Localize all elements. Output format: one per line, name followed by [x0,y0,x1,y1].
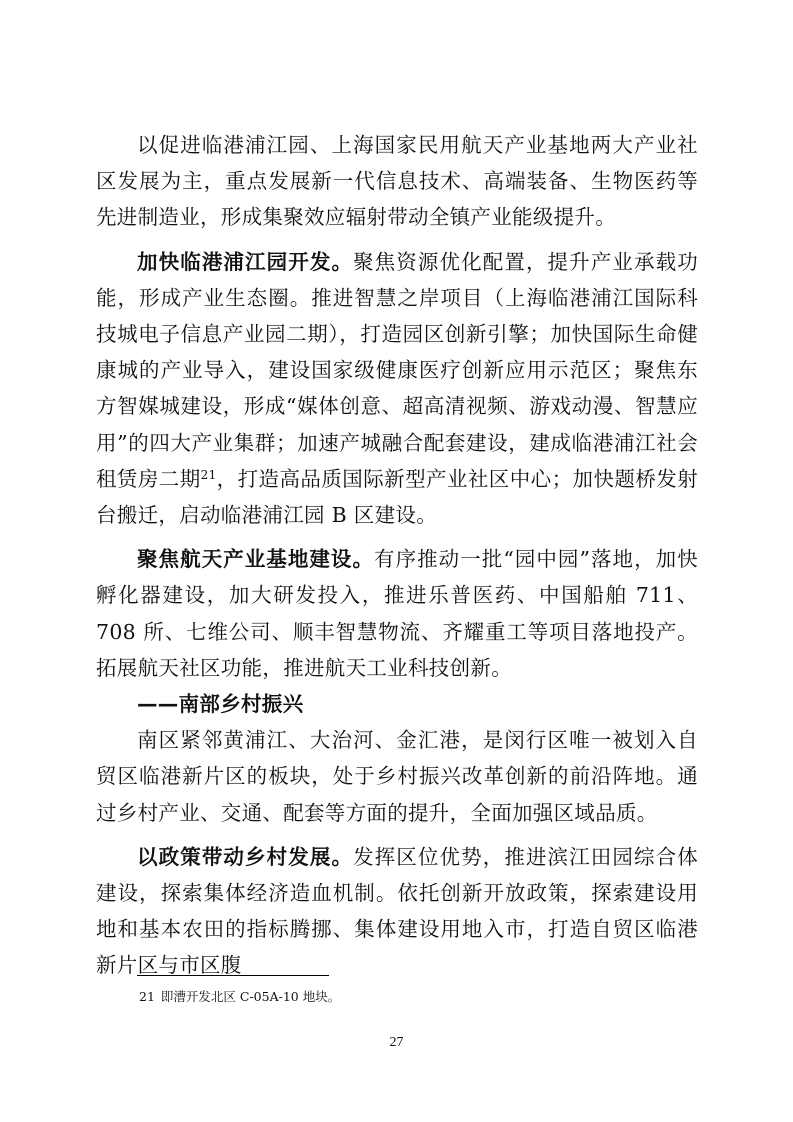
paragraph-aerospace-base-text: 有序推动一批“园中园”落地，加快孵化器建设，加大研发投入，推进乐普医药、中国船舶 711、708 所、七维公司、顺丰智慧物流、齐耀重工等项目落地投产。拓展航天社区功能，推进航天工业科技创新。 [96,547,698,680]
lead-policy-rural: 以政策带动乡村发展。 [137,844,354,869]
paragraph-intro-text: 以促进临港浦江园、上海国家民用航天产业基地两大产业社区发展为主，重点发展新一代信息技术、高端装备、生物医药等先进制造业，形成集聚效应辐射带动全镇产业能级提升。 [96,133,698,230]
footnote-number: 21 [139,989,155,1004]
paragraph-policy-rural [96,839,698,984]
page-number: 27 [389,1035,404,1050]
footnote-text: 即漕开发北区 C-05A-10 地块。 [160,989,341,1004]
paragraph-lingang-pujiang-text-a: 聚焦资源优化配置，提升产业承载功能，形成产业生态圈。推进智慧之岸项目（上海临港浦江国际科技城电子信息产业园二期），打造园区创新引擎；加快国际生命健康城的产业导入，建设国家级健康医疗创新应用示范区；聚焦东方智媒城建设，形成“媒体创意、超高清视频、游戏动漫、智慧应用”的四大产业集群；加速产城融合配套建设，建成临港浦江社会租赁房二期 [96,249,698,491]
lead-aerospace-base: 聚焦航天产业基地建设。 [137,547,375,572]
body-text [96,127,698,984]
paragraph-lingang-pujiang [96,244,698,534]
footnote-21 [139,987,340,1005]
footnote-ref-21[interactable]: 21 [200,467,217,482]
paragraph-policy-rural-text: 发挥区位优势，推进滨江田园综合体建设，探索集体经济造血机制。依托创新开放政策，探索建设用地和基本农田的指标腾挪、集体建设用地入市，打造自贸区临港新片区与市区腹 [96,844,698,978]
footnote-divider [137,975,329,976]
paragraph-aerospace-base [96,541,698,686]
paragraph-lingang-pujiang-text-b: ，打造高品质国际新型产业社区中心；加快题桥发射台搬迁，启动临港浦江园 B 区建设。 [96,466,698,528]
lead-lingang-pujiang: 加快临港浦江园开发。 [137,249,354,274]
section-subheading: ——南部乡村振兴 [137,692,304,717]
paragraph-south-district-text: 南区紧邻黄浦江、大治河、金汇港，是闵行区唯一被划入自贸区临港新片区的板块，处于乡村振兴改革创新的前沿阵地。通过乡村产业、交通、配套等方面的提升，全面加强区域品质。 [96,728,698,825]
paragraph-intro [96,127,698,236]
paragraph-south-district [96,722,698,831]
